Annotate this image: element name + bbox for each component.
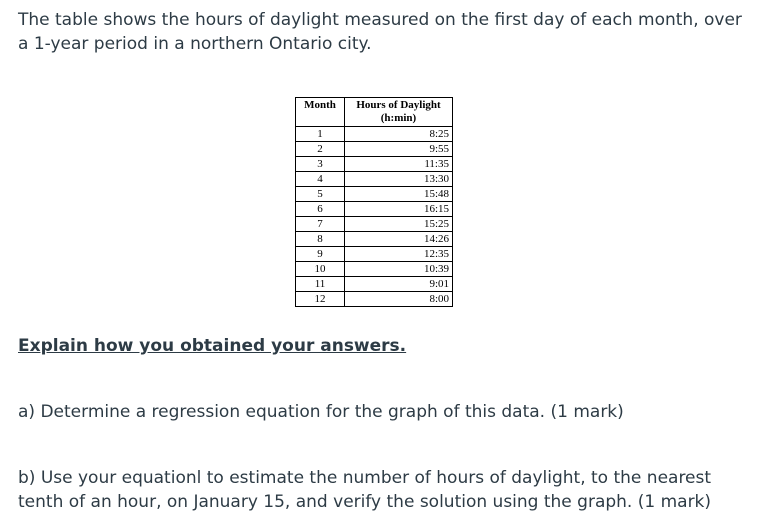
daylight-cell: 16:15 (345, 202, 453, 217)
table-row (296, 232, 453, 247)
intro-text: The table shows the hours of daylight measured on the first day of each month, over a 1-year period in a northern Ontario city. (18, 10, 742, 54)
daylight-cell: 11:35 (345, 157, 453, 172)
month-cell: 10 (296, 262, 345, 277)
table-body (296, 127, 453, 307)
daylight-cell: 9:01 (345, 277, 453, 292)
table-row (296, 247, 453, 262)
daylight-cell: 14:26 (345, 232, 453, 247)
hours-header-unit: (h:min) (380, 112, 417, 124)
table-row (296, 262, 453, 277)
month-cell: 11 (296, 277, 345, 292)
table-row (296, 277, 453, 292)
question-b: b) Use your equationl to estimate the number of hours of daylight, to the nearest tenth of an hour, on January 15, and verify the solution using the graph. (1 mark) (18, 468, 712, 512)
table-row (296, 172, 453, 187)
month-cell: 9 (296, 247, 345, 262)
month-cell: 12 (296, 292, 345, 307)
hours-header (345, 98, 453, 127)
table-row (296, 157, 453, 172)
daylight-cell: 15:25 (345, 217, 453, 232)
daylight-cell: 10:39 (345, 262, 453, 277)
table-row (296, 187, 453, 202)
daylight-cell: 13:30 (345, 172, 453, 187)
explain-heading: Explain how you obtained your answers. (18, 336, 407, 356)
month-cell: 3 (296, 157, 345, 172)
month-cell: 8 (296, 232, 345, 247)
month-cell: 5 (296, 187, 345, 202)
daylight-cell: 9:55 (345, 142, 453, 157)
month-header: Month (296, 98, 345, 127)
daylight-cell: 8:25 (345, 127, 453, 142)
question-a: a) Determine a regression equation for the graph of this data. (1 mark) (18, 402, 624, 422)
table-row (296, 127, 453, 142)
hours-header-label: Hours of Daylight (356, 99, 441, 111)
month-cell: 2 (296, 142, 345, 157)
month-cell: 4 (296, 172, 345, 187)
table-row (296, 217, 453, 232)
table-header-row (296, 98, 453, 127)
daylight-cell: 8:00 (345, 292, 453, 307)
month-cell: 6 (296, 202, 345, 217)
month-cell: 7 (296, 217, 345, 232)
table-row (296, 202, 453, 217)
daylight-cell: 12:35 (345, 247, 453, 262)
month-cell: 1 (296, 127, 345, 142)
table-row (296, 142, 453, 157)
daylight-cell: 15:48 (345, 187, 453, 202)
daylight-table-container (295, 97, 453, 307)
daylight-table (295, 97, 453, 307)
table-row (296, 292, 453, 307)
